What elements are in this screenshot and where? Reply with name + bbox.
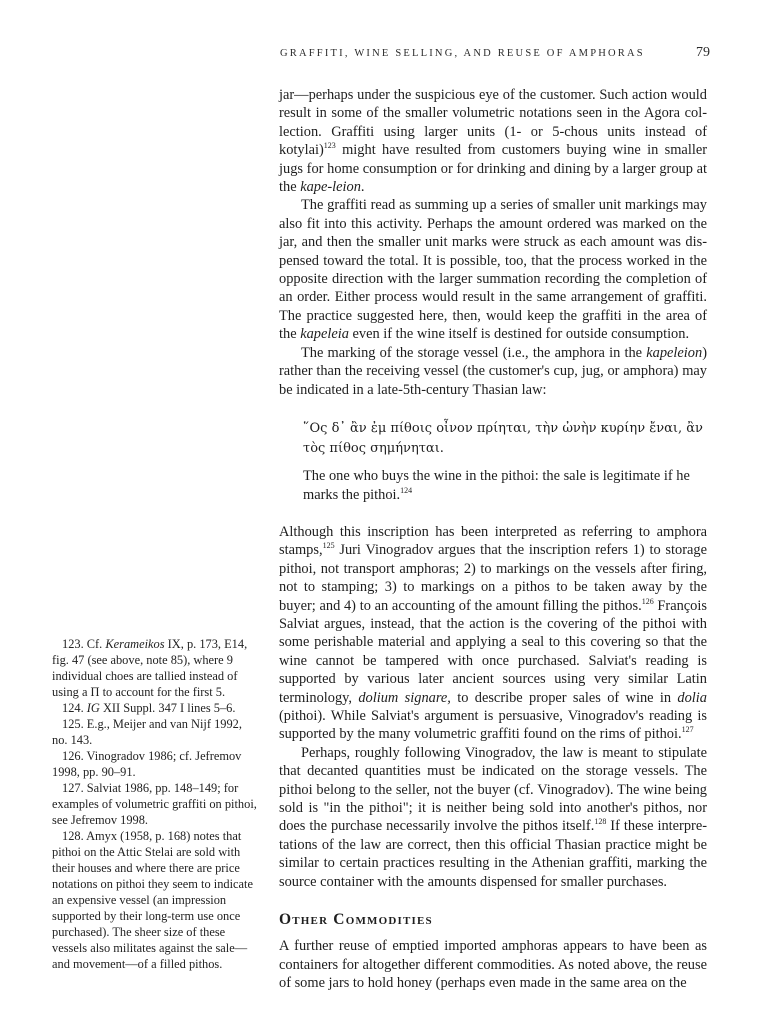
footnote-124: 124. IG XII Suppl. 347 I lines 5–6. — [62, 701, 236, 715]
block-quote — [303, 419, 705, 505]
main-text-column — [279, 86, 707, 993]
paragraph-3: The marking of the storage vessel (i.e., the amphora in the kapeleion) rather than the receiving vessel (the customer's cup, jug, or amphora) may be indicated in a late-5th-century Thasian law: — [279, 344, 707, 398]
running-title: GRAFFITI, WINE SELLING, AND REUSE OF AMPHORAS — [280, 48, 645, 59]
page-number: 79 — [696, 45, 710, 60]
footnote-ref-125[interactable]: 125 — [322, 541, 335, 551]
paragraph-6: A further reuse of emptied imported amphoras appears to have been as containers for altogether different commodities. As noted above, the reuse of some jars to hold honey (perhaps even made in the same area on the — [279, 938, 707, 992]
footnote-ref-123[interactable]: 123 — [323, 141, 336, 151]
footnote-128: 128. Amyx (1958, p. 168) notes that pithoi on the Attic Stelai are sold with their houses and where there are price notations on pithoi they seem to indicate an expensive vessel (an impression supported by their long-term use once purchased). The sheer size of these vessels also militates against the sale—and movement—of a filled pithos. — [52, 829, 253, 971]
section-heading: Other Commodities — [279, 911, 433, 929]
running-head — [280, 45, 710, 60]
paragraph-4: Although this inscription has been interpreted as referring to amphora stamps,$^{125}$ Juri Vinogradov argues that the inscription refers 1) to storage pithoi, not transport amphoras; 2) to markings on the vessels after firing, not to stamping; 3) to markings on a pithos to be taken away by the buyer; and 4) to an accounting of the amount filling the pithos.$^{126}$ François Salviat argues, instead, that the action is the covering of the pithoi with some perishable material and applying a seal to this covering so that the wine cannot be tampered with once purchased. Salviat's reading is supported by various later ancient sources using very similar Latin terminology, dolium signare, to describe proper sales of wine in dolia (pithoi). While Salviat's argument is persuasive, Vinogradov's reading is supported by the many volumetric graffiti found on the rims of pithoi.$^{127}$ — [279, 523, 707, 743]
footnote-123: 123. Cf. Kerameikos IX, p. 173, E14, fig. 47 (see above, note 85), where 9 individual choes are tallied instead of using a Π to account for the first 5. — [52, 637, 248, 699]
paragraph-2: The graffiti read as summing up a series of smaller unit markings may also fit into this activity. Perhaps the amount ordered was marked on the jar, and then the smaller unit marks were struck as each amount was dis-pensed toward the total. It is possible, too, that the process worked in the opposite direction with the larger summation recording the completion of an order. Either process would result in the same arrangement of graffiti. The practice suggested here, then, would keep the graffiti in the area of the kapeleia even if the wine itself is destined for outside consumption. — [279, 197, 707, 343]
footnote-126: 126. Vinogradov 1986; cf. Jefremov 1998, pp. 90–91. — [52, 749, 242, 779]
footnote-ref-124[interactable]: 124 — [400, 485, 413, 495]
quote-translation: The one who buys the wine in the pithoi: the sale is legitimate if he marks the pithoi.$^{124}$ — [303, 467, 690, 503]
footnote-ref-127[interactable]: 127 — [681, 725, 694, 735]
paragraph-5: Perhaps, roughly following Vinogradov, the law is meant to stipulate that decanted quantities must be indicated on the storage vessels. The pithoi belong to the seller, not the buyer (cf. Vinogradov). The wine being sold is "in the pithoi"; it is neither being sold into another's pithos, nor does the purchase necessarily involve the pithos itself.$^{128}$ If these interpre-tations of the law are correct, then this official Thasian practice might be similar to certain practices resulting in the Athenian graffiti, marking the source container with the amounts dispensed for smaller purchases. — [279, 744, 707, 890]
footnote-127: 127. Salviat 1986, pp. 148–149; for examples of volumetric graffiti on pithoi, see Jefremov 1998. — [52, 781, 257, 827]
footnotes-column — [52, 636, 259, 972]
footnote-ref-126[interactable]: 126 — [641, 596, 654, 606]
paragraph-1: jar—perhaps under the suspicious eye of the customer. Such action would result in some of the smaller volumetric notations seen in the Agora col-lection. Graffiti using larger units (1- or 5-chous units instead of kotylai)$^{123}$ might have resulted from customers buying wine in smaller jugs for home consumption or for drinking and dining by a larger group at the kape-leion. — [279, 87, 707, 196]
footnote-ref-128[interactable]: 128 — [594, 817, 607, 827]
greek-inscription: ῞Ος δ᾽ ἂν ἐμ πίθοις οἶνον πρίηται, τὴν ὠνὴν κυρίην ἔναι, ἂν τὸς πίθος σημήνηται. — [303, 420, 703, 456]
footnote-125: 125. E.g., Meijer and van Nijf 1992, no. 143. — [52, 717, 242, 747]
